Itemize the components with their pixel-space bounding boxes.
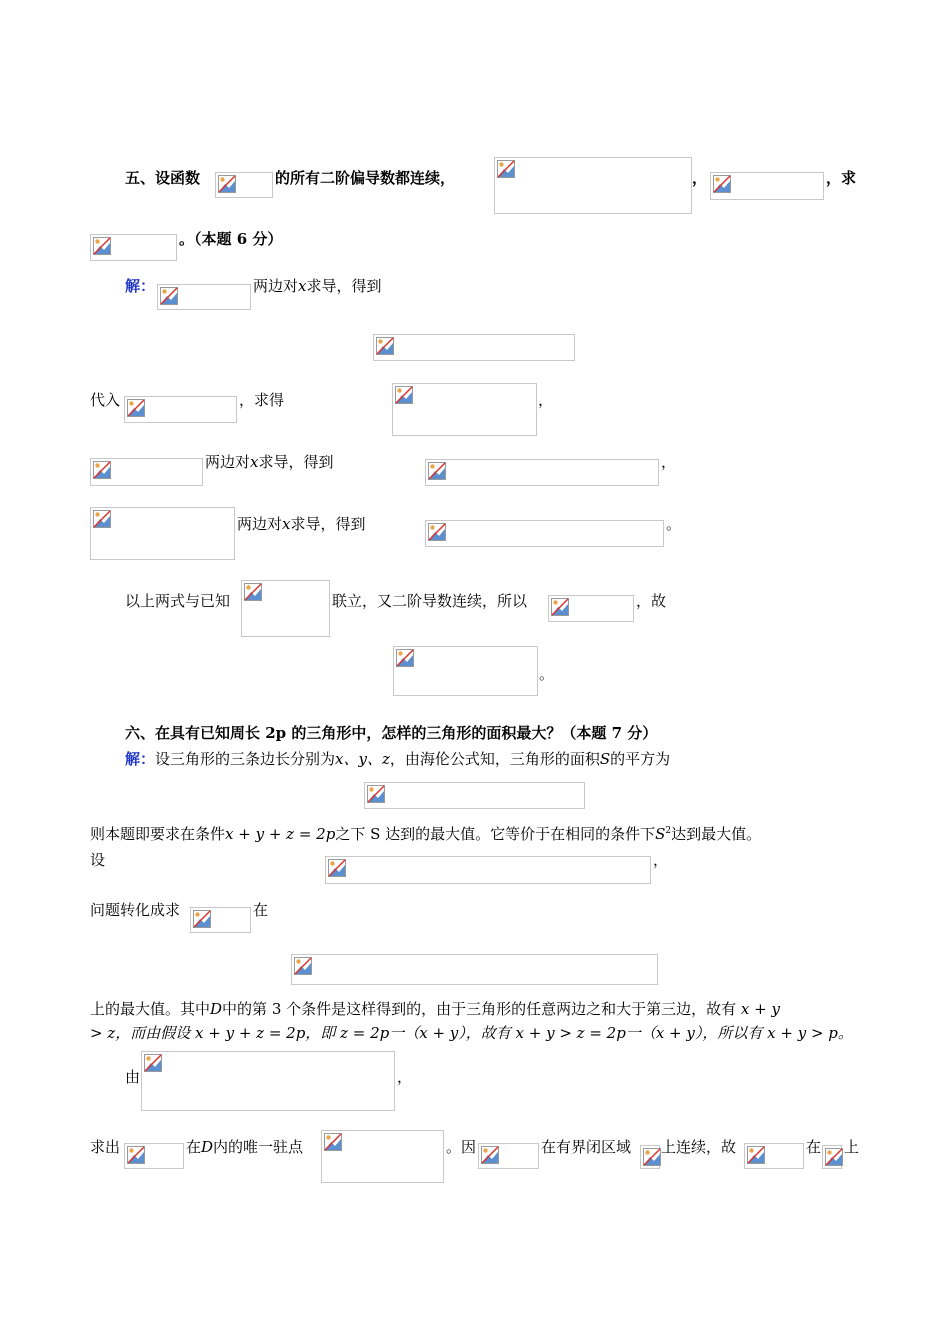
formula-image — [90, 458, 203, 486]
formula-image — [241, 580, 330, 637]
solve-label: 解： — [125, 277, 156, 295]
formula-image — [393, 646, 538, 696]
broken-image-icon — [643, 1148, 661, 1166]
formula-image — [640, 1145, 660, 1169]
q5-deriv-text-3: 两边对x求导，得到 — [237, 515, 366, 533]
q5-therefore: ，故 — [636, 592, 667, 610]
broken-image-icon — [825, 1148, 843, 1166]
q6-cont: 上连续，故 — [661, 1138, 737, 1156]
broken-image-icon — [551, 598, 569, 616]
q6-line-2: 则本题即要求在条件x + y + z = 2p之下 S 达到的最大值。它等价于在相同的条件下$S^2$达到最大值。 — [90, 825, 762, 843]
q6-because: 。因 — [446, 1138, 477, 1156]
formula-image — [124, 1143, 184, 1169]
broken-image-icon — [127, 1146, 145, 1164]
q5-comma-2: ， — [538, 391, 554, 409]
q6-at: 在 — [806, 1138, 822, 1156]
broken-image-icon — [395, 386, 413, 404]
q6-comma: ， — [653, 851, 669, 869]
broken-image-icon — [747, 1146, 765, 1164]
formula-image — [124, 396, 237, 423]
formula-image — [90, 507, 235, 560]
q6-in-D: 在D内的唯一驻点 — [186, 1138, 304, 1156]
formula-image — [392, 383, 537, 436]
broken-image-icon — [244, 583, 262, 601]
formula-image — [425, 520, 664, 547]
q5-get: ，求得 — [239, 391, 285, 409]
q5-subst: 代入 — [90, 391, 121, 409]
formula-image — [90, 234, 177, 261]
broken-image-icon — [713, 175, 731, 193]
formula-image — [364, 782, 585, 809]
formula-image — [710, 172, 824, 200]
broken-image-icon — [428, 523, 446, 541]
broken-image-icon — [218, 175, 236, 193]
broken-image-icon — [497, 160, 515, 178]
formula-image — [744, 1143, 804, 1169]
formula-image — [548, 595, 634, 622]
broken-image-icon — [294, 957, 312, 975]
formula-image — [478, 1143, 539, 1169]
q6-closed: 在有界闭区域 — [541, 1138, 632, 1156]
q6-para-2: > z，而由假设 x + y + z = 2p，即 z = 2p一（x + y），故有 x + y > z = 2p一（x + y），所以有 x + y > p。 — [90, 1024, 853, 1042]
q5-comma-3: ， — [661, 453, 677, 471]
broken-image-icon — [481, 1146, 499, 1164]
q6-heading: 六、在具有已知周长 2p 的三角形中，怎样的三角形的面积最大？（本题 7 分） — [125, 724, 658, 742]
broken-image-icon — [127, 399, 145, 417]
q5-period-2: 。 — [539, 665, 555, 683]
broken-image-icon — [328, 859, 346, 877]
broken-image-icon — [367, 785, 385, 803]
q5-ask: ，求 — [826, 169, 857, 187]
broken-image-icon — [193, 910, 211, 928]
q5-text-1: 的所有二阶偏导数都连续， — [275, 169, 456, 187]
formula-image — [141, 1051, 395, 1111]
q6-let: 设 — [90, 851, 106, 869]
q6-para-1: 上的最大值。其中D中的第 3 个条件是这样得到的，由于三角形的任意两边之和大于第三边，故有 x + y — [90, 1000, 780, 1018]
broken-image-icon — [428, 462, 446, 480]
broken-image-icon — [144, 1054, 162, 1072]
formula-image — [291, 954, 658, 985]
q6-convert: 问题转化成求 — [90, 901, 181, 919]
q5-heading: 五、设函数 — [125, 169, 201, 187]
formula-image — [494, 157, 692, 214]
broken-image-icon — [376, 337, 394, 355]
formula-image — [822, 1145, 842, 1169]
broken-image-icon — [93, 510, 111, 528]
formula-image — [190, 907, 251, 933]
formula-image — [373, 334, 575, 361]
q5-period: 。 — [666, 515, 682, 533]
q6-from: 由 — [125, 1068, 141, 1086]
q6-up: 上 — [844, 1138, 860, 1156]
q5-deriv-text: 两边对x求导，得到 — [253, 277, 382, 295]
q6-comma-2: ， — [397, 1068, 413, 1086]
q5-combine-1: 以上两式与已知 — [125, 592, 231, 610]
broken-image-icon — [93, 461, 111, 479]
formula-image — [325, 856, 651, 884]
formula-image — [157, 284, 251, 310]
broken-image-icon — [93, 237, 111, 255]
broken-image-icon — [324, 1133, 342, 1151]
q6-line-1: 解：设三角形的三条边长分别为x、y、z，由海伦公式知，三角形的面积S的平方为 — [125, 750, 671, 768]
formula-image — [425, 459, 659, 486]
q5-score: 。（本题 6 分） — [179, 230, 283, 248]
formula-image — [321, 1130, 444, 1183]
q5-comma: ， — [692, 169, 708, 187]
q5-combine-2: 联立，又二阶导数连续，所以 — [332, 592, 528, 610]
broken-image-icon — [396, 649, 414, 667]
q6-find: 求出 — [90, 1138, 121, 1156]
q6-on: 在 — [253, 901, 269, 919]
broken-image-icon — [160, 287, 178, 305]
formula-image — [215, 172, 273, 198]
q5-deriv-text-2: 两边对x求导，得到 — [205, 453, 334, 471]
